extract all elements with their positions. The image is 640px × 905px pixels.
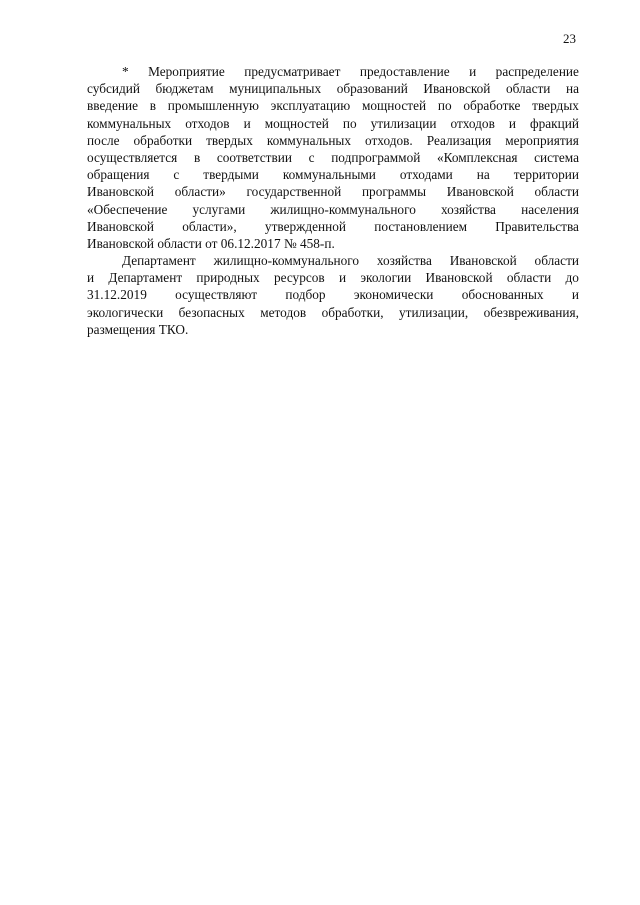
text-word: Реализация bbox=[426, 132, 492, 148]
text-word: услугами bbox=[192, 201, 246, 217]
text-word: отходами bbox=[399, 167, 453, 183]
text-word: 06.12.2017 bbox=[220, 235, 281, 251]
text-word: * bbox=[122, 64, 129, 79]
text-word: жилищно-коммунального bbox=[213, 253, 360, 269]
text-word: фракций bbox=[529, 115, 579, 131]
text-word: предоставление bbox=[359, 64, 450, 79]
page-number: 23 bbox=[563, 31, 576, 46]
text-line bbox=[87, 201, 579, 218]
text-word: хозяйства bbox=[376, 253, 432, 269]
text-word: коммунальных bbox=[266, 132, 352, 148]
text-word: мощностей bbox=[264, 115, 329, 131]
text-word: экологически bbox=[87, 304, 164, 320]
text-word: экономически bbox=[353, 287, 434, 303]
text-word: ТКО. bbox=[158, 321, 189, 337]
text-word: обработки, bbox=[321, 304, 384, 320]
text-line bbox=[87, 252, 579, 269]
text-line bbox=[87, 166, 579, 183]
text-line bbox=[87, 321, 579, 338]
text-word: мероприятия bbox=[505, 132, 579, 148]
text-word: Ивановской bbox=[425, 270, 493, 286]
text-word: области bbox=[534, 184, 579, 200]
text-word: отходов bbox=[185, 115, 230, 131]
text-word: территории bbox=[513, 167, 579, 183]
text-word: Мероприятие bbox=[148, 64, 225, 79]
text-word: Ивановской bbox=[449, 253, 517, 269]
text-word: твердыми bbox=[203, 167, 259, 183]
text-line bbox=[87, 97, 579, 114]
text-word: и bbox=[571, 287, 579, 303]
text-word: «Комплексная bbox=[437, 149, 518, 165]
paragraph-departments bbox=[87, 252, 579, 338]
text-word: в bbox=[149, 98, 157, 114]
text-word: ресурсов bbox=[273, 270, 325, 286]
text-word: постановлением bbox=[374, 218, 468, 234]
text-word: распределение bbox=[495, 64, 579, 79]
text-word: программы bbox=[361, 184, 427, 200]
text-word: эксплуатацию bbox=[270, 98, 351, 114]
text-word: коммунальных bbox=[87, 115, 172, 131]
text-word: области bbox=[157, 235, 202, 251]
text-word: мощностей bbox=[361, 98, 427, 114]
text-word: Департамент bbox=[108, 270, 183, 286]
text-line bbox=[87, 63, 579, 80]
text-word: хозяйства bbox=[440, 201, 496, 217]
text-word: 31.12.2019 bbox=[87, 287, 147, 303]
text-word: отходов bbox=[450, 115, 495, 131]
text-word: на bbox=[476, 167, 490, 183]
text-word: твердых bbox=[532, 98, 579, 114]
text-word: Ивановской bbox=[423, 81, 491, 97]
text-word: государственной bbox=[246, 184, 342, 200]
text-word: коммунальными bbox=[282, 167, 376, 183]
text-line bbox=[87, 286, 579, 303]
text-word: Ивановской bbox=[446, 184, 514, 200]
document-body bbox=[87, 63, 579, 338]
text-word: природных bbox=[196, 270, 260, 286]
text-word: области» bbox=[174, 184, 226, 200]
text-word: соответствии bbox=[216, 149, 292, 165]
text-word: № bbox=[283, 235, 297, 251]
text-word: обезвреживания, bbox=[483, 304, 579, 320]
text-word: утилизации, bbox=[398, 304, 469, 320]
text-word: от bbox=[205, 235, 218, 251]
text-word: с bbox=[308, 149, 315, 165]
text-word: введение bbox=[87, 98, 139, 114]
text-word: утвержденной bbox=[264, 218, 346, 234]
text-word: жилищно-коммунального bbox=[270, 201, 416, 217]
text-word: обработки bbox=[133, 132, 193, 148]
text-line bbox=[87, 269, 579, 286]
text-word: и bbox=[508, 115, 516, 131]
text-line bbox=[87, 149, 579, 166]
text-word: твердых bbox=[206, 132, 253, 148]
text-word: по bbox=[342, 115, 357, 131]
text-word: предусматривает bbox=[244, 64, 341, 79]
text-line bbox=[87, 218, 579, 235]
text-line bbox=[87, 183, 579, 200]
text-line bbox=[87, 80, 579, 97]
text-word: бюджетам bbox=[155, 81, 214, 97]
text-word: осуществляется bbox=[87, 149, 178, 165]
text-line bbox=[87, 132, 579, 149]
text-word: и bbox=[87, 270, 95, 286]
text-word: экологии bbox=[360, 270, 412, 286]
text-word: с bbox=[173, 167, 180, 183]
text-word: по bbox=[437, 98, 452, 114]
text-word: обращения bbox=[87, 167, 150, 183]
text-word: 458-п. bbox=[299, 235, 335, 251]
text-word: размещения bbox=[87, 321, 156, 337]
text-word: «Обеспечение bbox=[87, 201, 168, 217]
text-word: обработке bbox=[463, 98, 521, 114]
text-word: осуществляют bbox=[175, 287, 258, 303]
text-word: и bbox=[243, 115, 251, 131]
text-word: подпрограммой bbox=[331, 149, 421, 165]
text-word: обоснованных bbox=[461, 287, 544, 303]
text-word: и bbox=[338, 270, 347, 286]
text-word: на bbox=[565, 81, 579, 97]
text-word: Ивановской bbox=[87, 218, 155, 234]
text-word: система bbox=[534, 149, 579, 165]
text-word: в bbox=[193, 149, 201, 165]
text-word: отходов. bbox=[365, 132, 413, 148]
text-word: после bbox=[87, 132, 120, 148]
text-word: Ивановской bbox=[87, 235, 155, 251]
text-word: муниципальных bbox=[229, 81, 322, 97]
text-line bbox=[87, 235, 579, 252]
text-word: подбор bbox=[285, 287, 326, 303]
text-word: и bbox=[469, 64, 477, 79]
text-word: населения bbox=[521, 201, 579, 217]
text-word: безопасных bbox=[178, 304, 245, 320]
text-word: Ивановской bbox=[87, 184, 155, 200]
text-word: области», bbox=[182, 218, 237, 234]
text-word: методов bbox=[260, 304, 307, 320]
text-line bbox=[87, 115, 579, 132]
text-word: области bbox=[505, 81, 551, 97]
text-word: Департамент bbox=[122, 253, 196, 269]
text-line bbox=[87, 304, 579, 321]
text-word: до bbox=[565, 270, 579, 286]
text-word: Правительства bbox=[495, 218, 579, 234]
text-word: субсидий bbox=[87, 81, 140, 97]
text-word: области bbox=[506, 270, 552, 286]
text-word: утилизации bbox=[370, 115, 437, 131]
text-word: промышленную bbox=[167, 98, 259, 114]
text-word: образований bbox=[336, 81, 408, 97]
paragraph-subsidies bbox=[87, 63, 579, 252]
text-word: области bbox=[534, 253, 579, 269]
